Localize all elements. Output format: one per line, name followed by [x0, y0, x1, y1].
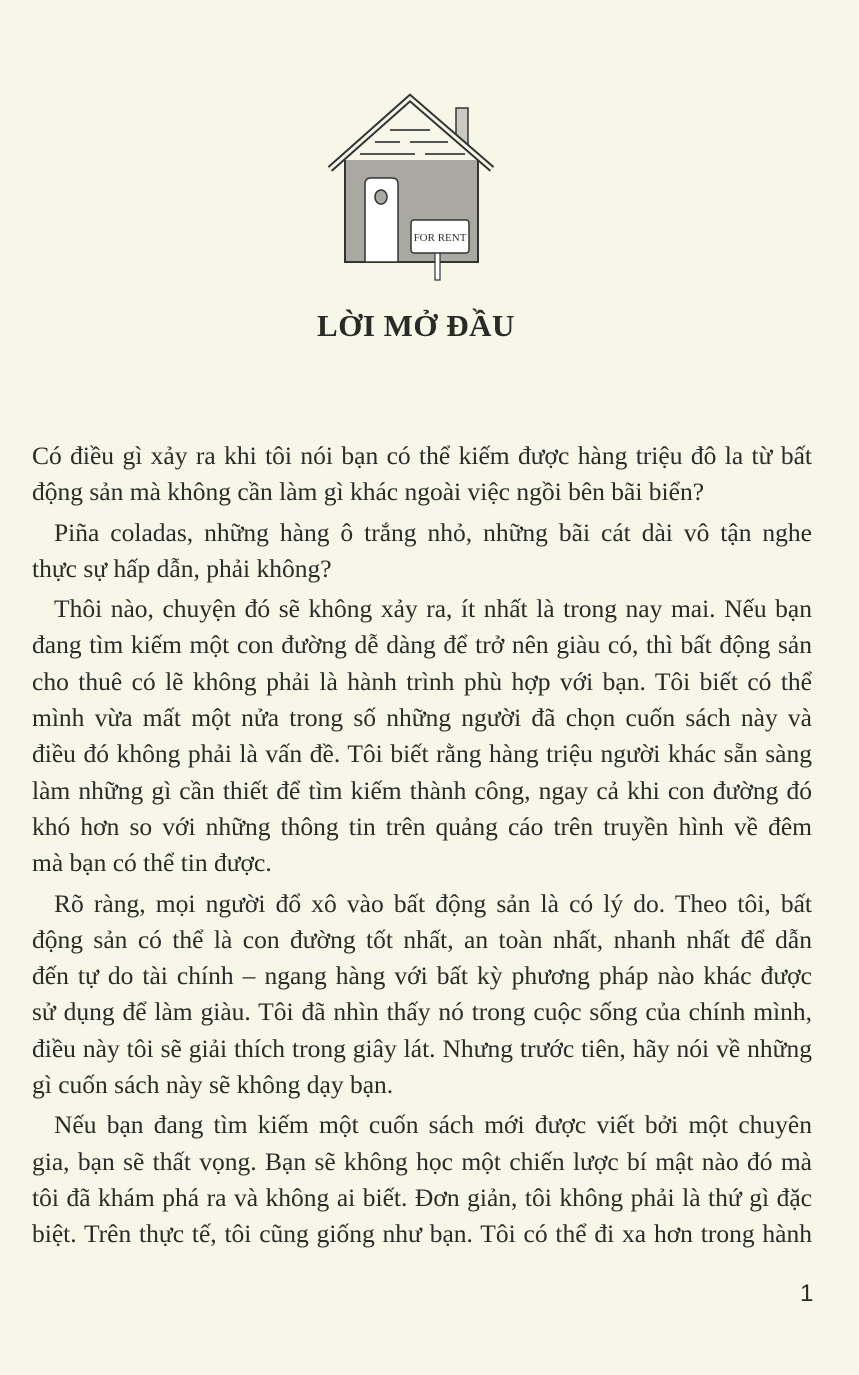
text-line: tôi đã khám phá ra và không ai biết. Đơn giản, tôi không phải là thứ gì đặc: [32, 1182, 812, 1212]
text-line: sử dụng để làm giàu. Tôi đã nhìn thấy nó trong cuộc sống của chính mình,: [32, 997, 812, 1027]
text-line: Rõ ràng, mọi người đổ xô vào bất động sản là có lý do. Theo tôi, bất: [54, 888, 812, 918]
paragraph: [32, 886, 812, 1104]
text-line: điều này tôi sẽ giải thích trong giây lát. Nhưng trước tiên, hãy nói về những: [32, 1033, 812, 1063]
text-line: động sản có thể là con đường tốt nhất, an toàn nhất, nhanh nhất để dẫn: [32, 924, 812, 954]
page-number: 1: [800, 1280, 814, 1307]
text-line: khó hơn so với những thông tin trên quảng cáo trên truyền hình về đêm: [32, 811, 812, 841]
text-line: đến tự do tài chính – ngang hàng với bất kỳ phương pháp nào khác được: [32, 961, 812, 991]
house-for-rent-illustration: [320, 92, 510, 287]
paragraph: [32, 515, 812, 588]
text-line: mà bạn có thể tin được.: [32, 848, 272, 878]
text-line: điều đó không phải là vấn đề. Tôi biết rằng hàng triệu người khác sẵn sàng: [32, 739, 812, 769]
page-title: LỜI MỞ ĐẦU: [317, 308, 515, 343]
text-line: đang tìm kiếm một con đường dễ dàng để trở nên giàu có, thì bất động sản: [32, 630, 812, 660]
text-line: thực sự hấp dẫn, phải không?: [32, 553, 332, 583]
paragraph: [32, 1107, 812, 1252]
body-text: [32, 438, 812, 1253]
text-line: Thôi nào, chuyện đó sẽ không xảy ra, ít nhất là trong nay mai. Nếu bạn: [54, 594, 812, 624]
text-line: gì cuốn sách này sẽ không dạy bạn.: [32, 1070, 394, 1100]
text-line: làm những gì cần thiết để tìm kiếm thành công, ngay cả khi con đường đó: [32, 775, 812, 805]
text-line: Nếu bạn đang tìm kiếm một cuốn sách mới được viết bởi một chuyên: [54, 1110, 812, 1140]
text-line: biệt. Trên thực tế, tôi cũng giống như bạn. Tôi có thể đi xa hơn trong hành: [32, 1219, 812, 1249]
text-line: cho thuê có lẽ không phải là hành trình phù hợp với bạn. Tôi biết có thể: [32, 666, 812, 696]
paragraph: [32, 591, 812, 881]
text-line: mình vừa mất một nửa trong số những người đã chọn cuốn sách này và: [32, 703, 812, 733]
text-line: Piña coladas, những hàng ô trắng nhỏ, những bãi cát dài vô tận nghe: [54, 517, 812, 547]
text-line: Có điều gì xảy ra khi tôi nói bạn có thể kiếm được hàng triệu đô la từ bất: [32, 441, 812, 470]
text-line: động sản mà không cần làm gì khác ngoài việc ngồi bên bãi biển?: [32, 477, 705, 507]
paragraph: [32, 438, 812, 511]
text-line: gia, bạn sẽ thất vọng. Bạn sẽ không học một chiến lược bí mật nào đó mà: [32, 1146, 812, 1176]
for-rent-sign: FOR RENT: [413, 232, 467, 244]
